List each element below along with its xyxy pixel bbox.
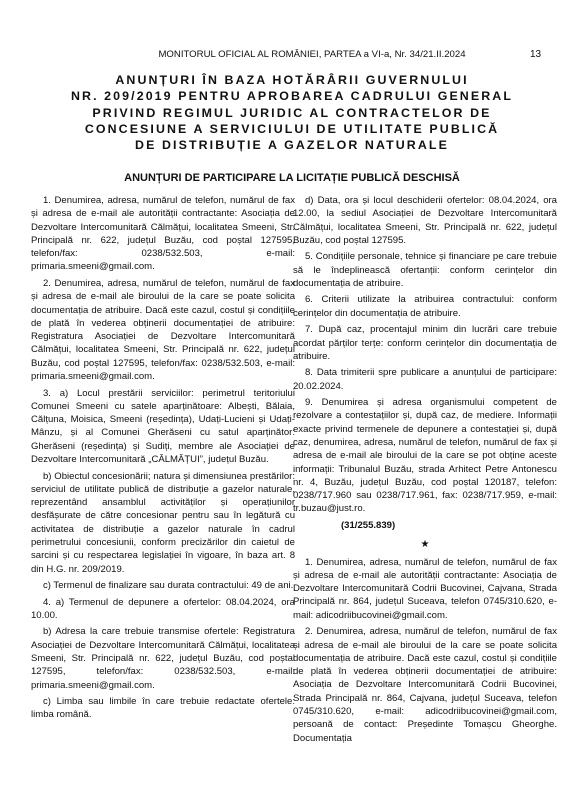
paragraph: 7. După caz, procentajul minim din lucrări care trebuie acordat părților terțe: conform cerințelor din documentația de atribuire. <box>293 324 557 362</box>
paragraph: c) Termenul de finalizare sau durata contractului: 49 de ani. <box>43 580 294 592</box>
left-column <box>31 194 295 725</box>
paragraph: b) Adresa la care trebuie transmise ofertele: Registratura Asociației de Dezvoltare Intercomunitară Călmățui, localitatea Smeeni, Str. Principală nr. 622, județul Buzău, cod poștal 127595, telefon/fax: 0238/532.503, e-mail: primaria.smeeni@gmail.com. <box>31 626 295 691</box>
heading-line: PRIVIND REGIMUL JURIDIC AL CONTRACTELOR DE <box>92 105 492 120</box>
paragraph: 8. Data trimiterii spre publicare a anunțului de participare: 20.02.2024. <box>293 367 557 392</box>
paragraph: 6. Criterii utilizate la atribuirea contractului: conform cerințelor din documentația de atribuire. <box>293 294 557 319</box>
star-separator: ★ <box>420 539 430 551</box>
paragraph: 1. Denumirea, adresa, numărul de telefon, numărul de fax și adresa de e-mail ale autorității contractante: Asociația de Dezvoltare Intercomunitară Codrii Bucovinei, Cajvana, Strada Principală nr. 864, județul Suceava, telefon 0745/310.620, e-mail: adicodriibucovinei@gmail.com. <box>293 556 557 621</box>
announcement-reference: (31/255.839) <box>341 519 396 531</box>
page-number: 13 <box>530 49 542 60</box>
running-header: MONITORUL OFICIAL AL ROMÂNIEI, PARTEA a VI-a, Nr. 34/21.II.2024 <box>158 49 466 60</box>
heading-line: NR. 209/2019 PENTRU APROBAREA CADRULUI GENERAL <box>71 89 513 104</box>
paragraph: d) Data, ora și locul deschiderii ofertelor: 08.04.2024, ora 12.00, la sediul Asociației de Dezvoltare Intercomunitară Călmățui, localitatea Smeeni, Str. Principală nr. 622, județul Buzău, cod poștal 127595. <box>293 195 557 246</box>
heading-line: DE DISTRIBUȚIE A GAZELOR NATURALE <box>135 138 449 153</box>
right-column <box>293 194 557 748</box>
subsection-title: ANUNȚURI DE PARTICIPARE LA LICITAȚIE PUBLICĂ DESCHISĂ <box>124 172 460 184</box>
heading-line: ANUNȚURI ÎN BAZA HOTĂRÂRII GUVERNULUI <box>115 73 469 87</box>
paragraph: 1. Denumirea, adresa, numărul de telefon, numărul de fax și adresa de e-mail ale autorității contractante: Asociația de Dezvoltare Intercomunitară Călmățui, localitatea Smeeni, Str. Principală nr. 622, județul Buzău, cod poștal 127595, telefon/fax: 0238/532.503, e-mail: primaria.smeeni@gmail.com. <box>31 195 295 273</box>
paragraph: c) Limba sau limbile în care trebuie redactate ofertele: limba română. <box>31 696 295 721</box>
paragraph: 3. a) Locul prestării serviciilor: perimetrul teritoriului Comunei Smeeni cu satele aparținătoare: Albești, Bălaia, Călțuna, Moisica, Smeeni (reședința), Udați-Lucieni și Udați-Mânzu, și al Comunei Gherăseni cu satul aparținător: Gherăseni (reședința) și Sudiți, membre ale Asociației de Dezvoltare Intercomunitară „CĂLMĂȚUI”, județul Buzău. <box>31 387 295 466</box>
paragraph: 2. Denumirea, adresa, numărul de telefon, numărul de fax și adresa de e-mail ale biroului de la care se poate solicita documentația de atribuire. Dacă este cazul, costul și condițiile de plată în vederea obținerii documentației de atribuire: Registratura Asociației de Dezvoltare Intercomunitară Călmățui, localitatea Smeeni, Str. Principală nr. 622, județul Buzău, cod poștal 127595, telefon/fax: 0238/532.503, e-mail: primaria.smeeni@gmail.com. <box>31 277 295 383</box>
paragraph: 9. Denumirea și adresa organismului competent de rezolvare a contestațiilor și, după caz, de mediere. Informații exacte privind termenele de depunere a contestației și, după caz, denumirea, adresa, numărul de telefon, numărul de fax și adresa de e-mail ale biroului de la care se pot obține aceste informații: Tribunalul Buzău, strada Arhitect Petre Antonescu nr. 4, Buzău, județul Buzău, cod poștal 120187, telefon: 0238/717.960 sau 0238/717.961, fax: 0238/717.959, e-mail: tr.buzau@just.ro. <box>293 397 557 515</box>
section-heading <box>30 72 554 153</box>
heading-line: CONCESIUNE A SERVICIULUI DE UTILITATE PUBLICĂ <box>84 121 500 136</box>
paragraph: b) Obiectul concesionării; natura și dimensiunea prestărilor: serviciul de utilitate publică de distribuție a gazelor naturale, reprezentând ansamblul activităților și operațiunilor desfășurate de către concesionar pentru sau în legătură cu activitatea de distribuție a gazelor naturale în cadrul perimetrului concesiunii, conform precizărilor din caietul de sarcini și cu respectarea legislației în vigoare, în baza art. 8 din H.G. nr. 209/2019. <box>31 470 295 575</box>
paragraph: 4. a) Termenul de depunere a ofertelor: 08.04.2024, ora 10.00. <box>31 596 295 621</box>
paragraph: 2. Denumirea, adresa, numărul de telefon, numărul de fax și adresa de e-mail ale biroului de la care se poate solicita documentația de atribuire. Dacă este cazul, costul și condițiile de plată în vederea obținerii documentației de atribuire: Asociația de Dezvoltare Intercomunitară Codrii Bucovinei, Strada Principală nr. 864, Cajvana, județul Suceava, telefon 0745/310.620, e-mail: adicodriibucovinei@gmail.com, persoană de contact: Președinte Tomașcu Gheorghe. Documentația <box>293 626 557 744</box>
paragraph: 5. Condițiile personale, tehnice și financiare pe care trebuie să le îndeplinească ofertanții: conform cerințelor din documentația de atribuire. <box>293 251 557 289</box>
